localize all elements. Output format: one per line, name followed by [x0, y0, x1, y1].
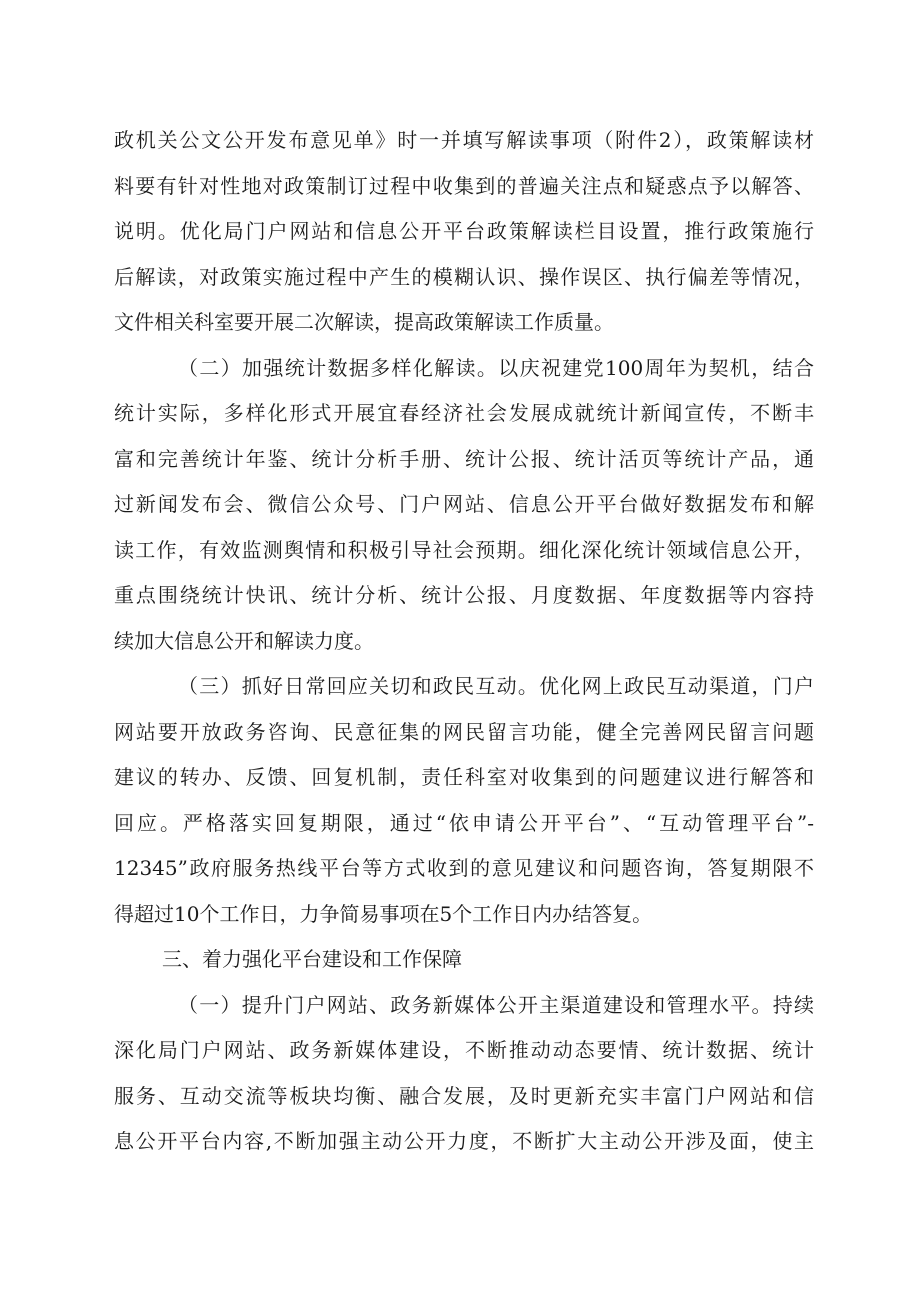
text-line: 网站要开放政务咨询、民意征集的网民留言功能，健全完善网民留言问题: [114, 719, 814, 744]
text-line: 富和完善统计年鉴、统计分析手册、统计公报、统计活页等统计产品，通: [114, 446, 814, 471]
text-line: （三）抓好日常回应关切和政民互动。优化网上政民互动渠道，门户: [178, 674, 814, 698]
text-line: 深化局门户网站、政务新媒体建设，不断推动动态要情、统计数据、统计: [114, 1038, 814, 1062]
text-line: 息公开平台内容,不断加强主动公开力度，不断扩大主动公开涉及面，使主: [114, 1129, 814, 1153]
text-line: 服务、互动交流等板块均衡、融合发展，及时更新充实丰富门户网站和信: [114, 1083, 814, 1108]
text-line: 过新闻发布会、微信公众号、门户网站、信息公开平台做好数据发布和解: [114, 492, 814, 516]
text-line: 料要有针对性地对政策制订过程中收集到的普遍关注点和疑惑点予以解答、: [114, 173, 814, 198]
text-line: 统计实际，多样化形式开展宜春经济社会发展成就统计新闻宣传，不断丰: [114, 401, 814, 425]
text-line: 后解读，对政策实施过程中产生的模糊认识、操作误区、执行偏差等情况，: [114, 264, 814, 289]
text-line: 读工作，有效监测舆情和积极引导社会预期。细化深化统计领域信息公开，: [114, 537, 814, 562]
text-line: 得超过10个工作日，力争简易事项在5个工作日内办结答复。: [114, 901, 653, 926]
text-line: 12345”政府服务热线平台等方式收到的意见建议和问题咨询，答复期限不: [114, 856, 814, 880]
text-line: 政机关公文公开发布意见单》时一并填写解读事项（附件2），政策解读材: [114, 128, 814, 152]
text-line: 续加大信息公开和解读力度。: [114, 628, 374, 653]
section-heading: 三、着力强化平台建设和工作保障: [162, 947, 462, 971]
text-line: 文件相关科室要开展二次解读，提高政策解读工作质量。: [114, 310, 614, 334]
document-body: [114, 118, 814, 1165]
text-line: 说明。优化局门户网站和信息公开平台政策解读栏目设置，推行政策施行: [114, 219, 814, 243]
text-line: （一）提升门户网站、政务新媒体公开主渠道建设和管理水平。持续: [178, 992, 814, 1017]
text-line: 重点围绕统计快讯、统计分析、统计公报、月度数据、年度数据等内容持: [114, 583, 814, 607]
text-line: 回应。严格落实回复期限，通过“依申请公开平台”、“互动管理平台”-: [114, 810, 814, 835]
text-line: 建议的转办、反馈、回复机制，责任科室对收集到的问题建议进行解答和: [114, 765, 814, 789]
text-line: （二）加强统计数据多样化解读。以庆祝建党100周年为契机，结合: [178, 355, 814, 380]
